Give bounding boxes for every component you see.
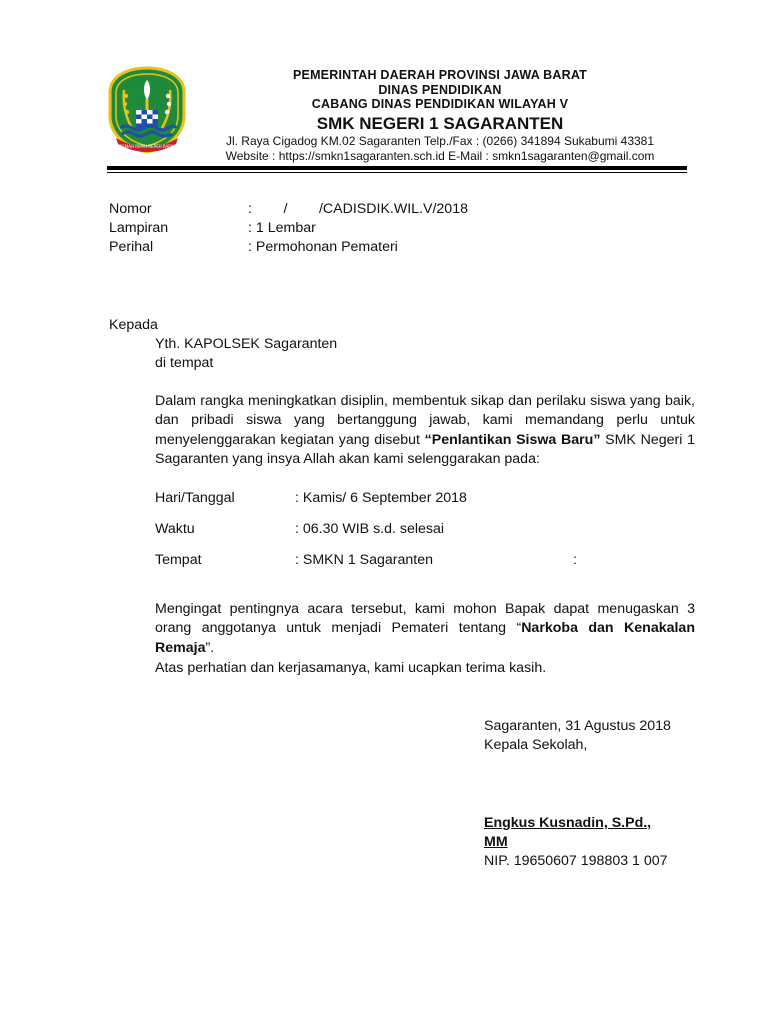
opening-paragraph xyxy=(155,392,695,470)
recipient-place: di tempat xyxy=(155,355,214,371)
letterhead-address: Jl. Raya Cigadog KM.02 Sagaranten Telp./Fax : (0266) 341894 Sukabumi 43381 xyxy=(225,133,655,148)
request-paragraph-text: Mengingat pentingnya acara tersebut, kami mohon Bapak dapat menugaskan 3 orang anggotanya untuk menjadi Pemateri tentang “ xyxy=(155,601,695,637)
signature-place-date: Sagaranten, 31 Agustus 2018 xyxy=(484,718,671,734)
lampiran-label: Lampiran xyxy=(109,220,169,236)
signatory-degree: MM xyxy=(484,834,508,850)
letterhead-school-name: SMK NEGERI 1 SAGARANTEN xyxy=(316,113,564,133)
emblem-motto: GEMAH RIPAH REPEH RAPIH xyxy=(119,144,175,149)
signatory-name: Engkus Kusnadin, S.Pd., xyxy=(484,815,652,831)
closing-sentence: Atas perhatian dan kerjasamanya, kami ucapkan terima kasih. xyxy=(155,660,547,676)
request-paragraph xyxy=(155,600,695,658)
topic-name: Narkoba dan Kenakalan Remaja xyxy=(155,620,695,656)
detail-label-time: Waktu xyxy=(155,521,195,537)
event-name: “Penlantikan Siswa Baru” xyxy=(424,431,601,448)
perihal-label: Perihal xyxy=(109,239,154,255)
letterhead xyxy=(200,68,680,164)
signature-position: Kepala Sekolah, xyxy=(484,737,588,753)
letterhead-department: DINAS PENDIDIKAN xyxy=(378,82,502,97)
west-java-emblem-icon xyxy=(106,66,188,154)
recipient-name: Yth. KAPOLSEK Sagaranten xyxy=(155,336,338,352)
detail-label-place: Tempat xyxy=(155,552,202,568)
detail-value-date: : Kamis/ 6 September 2018 xyxy=(295,490,467,506)
perihal-value: : Permohonan Pemateri xyxy=(248,239,398,255)
opening-paragraph-text: Dalam rangka meningkatkan disiplin, membentuk sikap dan perilaku siswa yang baik, dan pribadi siswa yang bertanggung jawab, kami memandang perlu untuk menyelenggarakan kegiatan yang disebut xyxy=(155,393,695,448)
detail-label-date: Hari/Tanggal xyxy=(155,490,235,506)
letterhead-branch: CABANG DINAS PENDIDIKAN WILAYAH V xyxy=(311,97,569,111)
signatory-nip: NIP. 19650607 198803 1 007 xyxy=(484,853,668,869)
letterhead-divider-thin xyxy=(107,172,687,173)
recipient-kepada: Kepada xyxy=(109,317,158,333)
letterhead-divider-thick xyxy=(107,166,687,170)
opening-paragraph-end: SMK Negeri 1 Sagaranten yang insya Allah akan kami selenggarakan pada: xyxy=(155,431,695,468)
letterhead-government: PEMERINTAH DAERAH PROVINSI JAWA BARAT xyxy=(293,68,587,82)
lampiran-value: : 1 Lembar xyxy=(248,220,316,236)
detail-value-place: : SMKN 1 Sagaranten xyxy=(295,552,434,568)
request-paragraph-end: ”. xyxy=(205,639,215,656)
letterhead-contact: Website : https://smkn1sagaranten.sch.id E-Mail : smkn1sagaranten@gmail.com xyxy=(225,148,655,163)
nomor-label: Nomor xyxy=(109,201,152,217)
nomor-value: : / /CADISDIK.WIL.V/2018 xyxy=(248,201,468,217)
detail-place-extra-colon: : xyxy=(573,552,577,568)
detail-value-time: : 06.30 WIB s.d. selesai xyxy=(295,521,445,537)
